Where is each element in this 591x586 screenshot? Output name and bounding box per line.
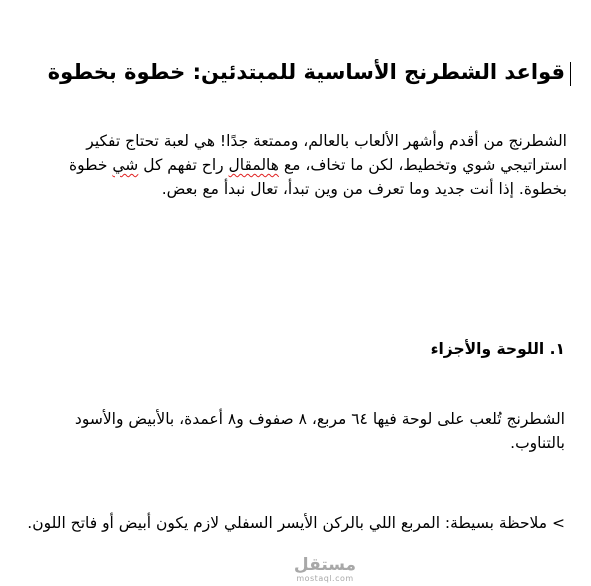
intro-paragraph [22, 129, 567, 201]
document-title [25, 56, 565, 88]
intro-text-part3: خطوة بخطوة. إذا أنت جديد وما تعرف من وين تبدأ، تعال نبدأ مع بعض. [69, 156, 567, 198]
note-paragraph: > ملاحظة بسيطة: المربع اللي بالركن الأيسر السفلي لازم يكون أبيض أو فاتح اللون. [27, 514, 565, 532]
watermark-logo: مستقل [293, 555, 357, 575]
text-cursor [570, 62, 571, 86]
document-title-text: قواعد الشطرنج الأساسية للمبتدئين: خطوة بخطوة [47, 60, 565, 84]
intro-text-part2: راح تفهم كل [138, 156, 229, 174]
section-heading: ١. اللوحة والأجزاء [430, 340, 565, 358]
spellcheck-flagged-word[interactable]: شي [112, 156, 139, 174]
watermark-site: mostaql.com [296, 574, 354, 583]
intro-text-part1: الشطرنج من أقدم وأشهر الألعاب بالعالم، وممتعة جدًا! هي لعبة تحتاج تفكير استراتيجي شوي وتخطيط، لكن ما تخاف، مع [86, 132, 567, 174]
section-paragraph: الشطرنج تُلعب على لوحة فيها ٦٤ مربع، ٨ صفوف و٨ أعمدة، بالأبيض والأسود بالتناوب. [74, 410, 565, 452]
spellcheck-flagged-word[interactable]: هالمقال [228, 156, 279, 174]
mostaql-watermark [290, 556, 360, 584]
